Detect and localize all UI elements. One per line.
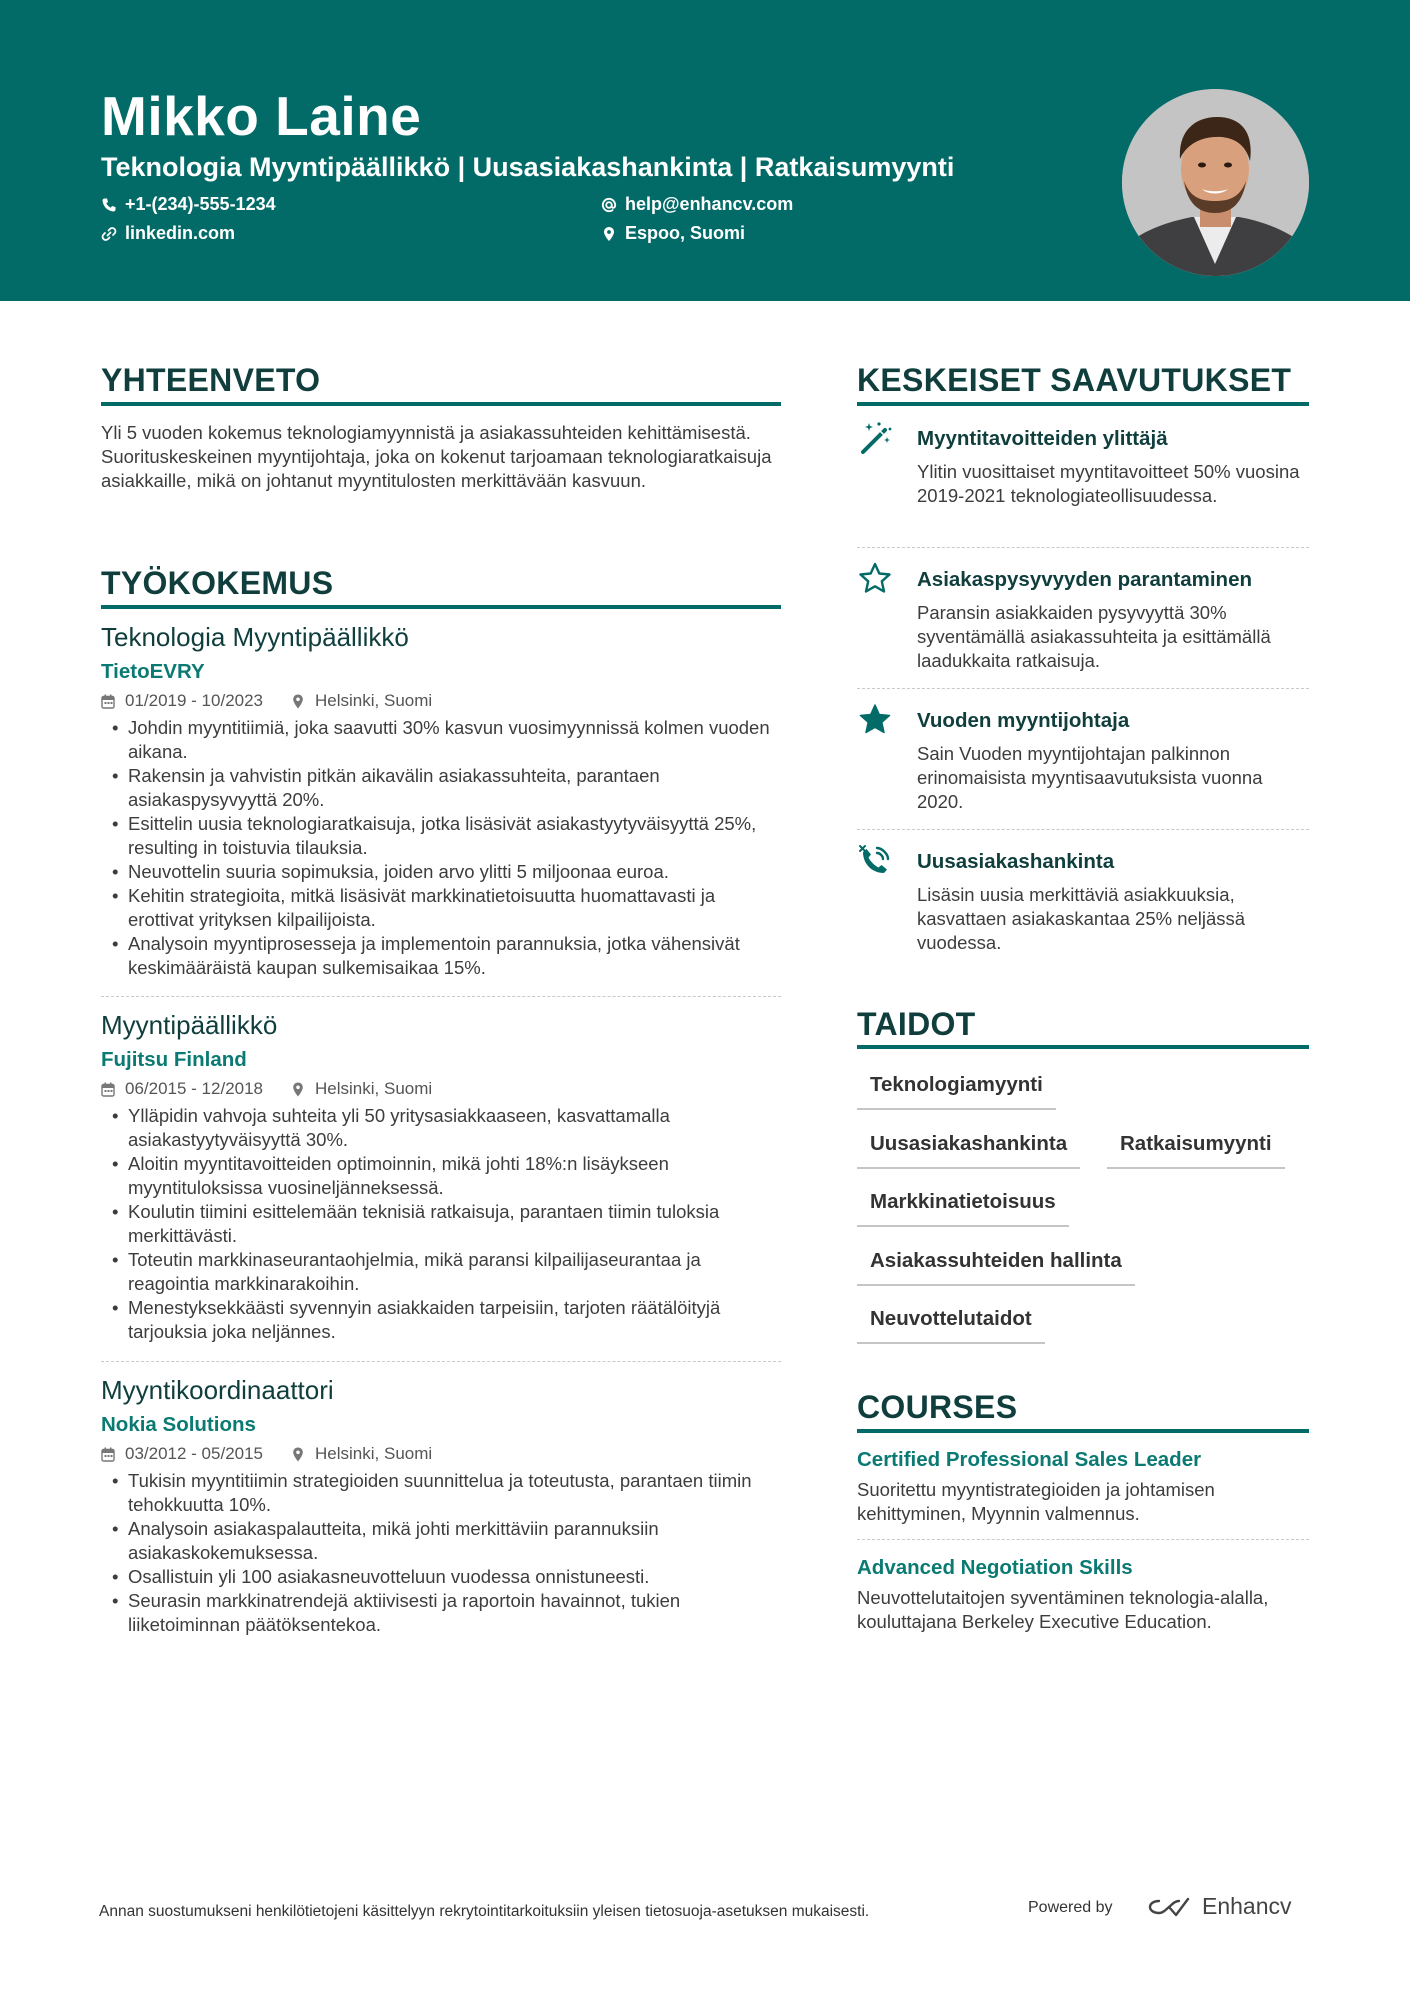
job-dates-text: 01/2019 - 10/2023 [125,691,264,710]
skill-tag: Uusasiakashankinta [857,1131,1080,1169]
achievement-text: Lisäsin uusia merkittäviä asiakkuuksia, kasvattaen asiakaskantaa 25% neljässä vuodessa. [917,884,1246,953]
achievement-title: Uusasiakashankinta [917,850,1115,873]
job-location-text: Helsinki, Suomi [315,691,433,710]
job-bullets [101,1104,781,1344]
enhancv-logo[interactable] [1146,1893,1292,1920]
star-outline-icon [857,561,893,597]
phone-icon [101,197,117,213]
phone-call-icon [857,843,893,879]
job-company: TietoEVRY [101,660,205,683]
job-bullet: • Tukisin myyntitiimin strategioiden suunnittelua ja toteutusta, parantaen tiimin tehokkuutta 10%. [101,1469,781,1517]
job-bullets [101,1469,781,1637]
calendar-icon [101,1082,115,1097]
job-location-text: Helsinki, Suomi [315,1444,433,1463]
achievement-item [857,420,1309,540]
achievement-title: Asiakaspysyvyyden parantaminen [917,568,1252,591]
candidate-name: Mikko Laine [101,85,422,147]
summary-rule [101,402,781,406]
job-title: Teknologia Myyntipäällikkö [101,622,409,652]
location-pin-icon [601,226,617,242]
job-company: Nokia Solutions [101,1413,256,1436]
achievement-item [857,843,1309,963]
job-bullet: • Johdin myyntitiimiä, joka saavutti 30% kasvun vuosimyynnissä kolmen vuoden aikana. [101,716,781,764]
job-bullet: • Menestyksekkäästi syvennyin asiakkaiden tarpeisiin, tarjoten räätälöityjä tarjouksia joka neljännes. [101,1296,781,1344]
course-divider [857,1539,1309,1540]
achievement-divider [857,829,1309,830]
job-divider [101,996,781,997]
linkedin-text: linkedin.com [125,223,236,243]
job-bullet: • Osallistuin yli 100 asiakasneuvotteluun vuodessa onnistuneesti. [101,1565,781,1589]
contact-email[interactable] [601,194,793,215]
job-dates [101,690,263,712]
contact-location [601,223,745,244]
achievement-divider [857,688,1309,689]
calendar-icon [101,694,115,709]
job-title: Myyntikoordinaattori [101,1375,334,1405]
summary-heading: YHTEENVETO [101,362,321,398]
job-title: Myyntipäällikkö [101,1010,278,1040]
skill-tag: Teknologiamyynti [857,1072,1056,1110]
achievement-text: Ylitin vuosittaiset myyntitavoitteet 50% vuosina 2019-2021 teknologiateollisuudessa. [917,461,1300,506]
job-company: Fujitsu Finland [101,1048,247,1071]
job-bullet: • Ylläpidin vahvoja suhteita yli 50 yritysasiakkaaseen, kasvattamalla asiakastyytyväisyyttä 30%. [101,1104,781,1152]
header-banner [0,0,1410,301]
email-text: help@enhancv.com [625,194,794,214]
job-entry [101,1008,781,1344]
achievement-title: Vuoden myyntijohtaja [917,709,1130,732]
job-entry [101,620,781,980]
skill-tag: Ratkaisumyynti [1107,1131,1285,1169]
job-location [291,690,432,712]
course-text: Neuvottelutaitojen syventäminen teknologia-alalla, kouluttajana Berkeley Executive Education. [857,1587,1269,1632]
achievement-item [857,702,1309,822]
enhancv-brand-text: Enhancv [1202,1893,1292,1919]
job-bullet: • Rakensin ja vahvistin pitkän aikavälin asiakassuhteita, parantaen asiakaspysyvyyttä 20%. [101,764,781,812]
link-icon [101,226,117,242]
achievement-text: Paransin asiakkaiden pysyvyyttä 30% syventämällä asiakassuhteita ja esittämällä laadukkaita ratkaisuja. [917,602,1271,671]
job-bullet: • Seurasin markkinatrendejä aktiivisesti ja raportoin havainnot, tukien liiketoiminnan päätöksentekoa. [101,1589,781,1637]
experience-heading: TYÖKOKEMUS [101,565,334,601]
job-meta [101,1078,781,1100]
job-bullet: • Analysoin asiakaspalautteita, mikä johti merkittäviin parannuksiin asiakaskokemuksessa. [101,1517,781,1565]
achievements-rule [857,402,1309,406]
job-dates-text: 03/2012 - 05/2015 [125,1444,264,1463]
course-text: Suoritettu myyntistrategioiden ja johtamisen kehittyminen, Myynnin valmennus. [857,1479,1215,1524]
job-entry [101,1373,781,1637]
job-location-text: Helsinki, Suomi [315,1079,433,1098]
skill-tag: Neuvottelutaidot [857,1306,1045,1344]
course-title: Certified Professional Sales Leader [857,1448,1202,1471]
job-location [291,1443,432,1465]
skills-rule [857,1045,1309,1049]
contact-linkedin[interactable] [101,223,235,244]
achievement-title: Myyntitavoitteiden ylittäjä [917,427,1168,450]
skill-tag: Asiakassuhteiden hallinta [857,1248,1135,1286]
job-bullet: • Koulutin tiimini esittelemään teknisiä ratkaisuja, parantaen tiimin tuloksia merkittävästi. [101,1200,781,1248]
gdpr-consent-note: Annan suostumukseni henkilötietojeni käsittelyyn rekrytointitarkoituksiin yleisen tietosuoja-asetuksen mukaisesti. [99,1903,870,1920]
contact-phone[interactable] [101,194,276,215]
candidate-title: Teknologia Myyntipäällikkö | Uusasiakashankinta | Ratkaisumyynti [101,152,955,182]
achievement-divider [857,547,1309,548]
experience-rule [101,605,781,609]
job-bullet: • Esittelin uusia teknologiaratkaisuja, jotka lisäsivät asiakastyytyväisyyttä 25%, resulting in toistuvia tilauksia. [101,812,781,860]
job-bullet: • Analysoin myyntiprosesseja ja implementoin parannuksia, jotka vähensivät keskimääräistä kaupan sulkemisaikaa 15%. [101,932,781,980]
achievements-heading: KESKEISET SAAVUTUKSET [857,362,1292,398]
phone-text: +1-(234)-555-1234 [125,194,276,214]
location-pin-icon [291,1447,305,1462]
location-pin-icon [291,694,305,709]
job-divider [101,1361,781,1362]
job-location [291,1078,432,1100]
star-filled-icon [857,702,893,738]
job-dates [101,1443,263,1465]
job-bullet: • Aloitin myyntitavoitteiden optimoinnin, mikä johti 18%:n lisäykseen myyntituloksissa vuosineljänneksessä. [101,1152,781,1200]
profile-photo [1122,89,1309,276]
calendar-icon [101,1447,115,1462]
job-bullet: • Toteutin markkinaseurantaohjelmia, mikä paransi kilpailijaseurantaa ja reagointia markkinarakoihin. [101,1248,781,1296]
skill-tag: Markkinatietoisuus [857,1189,1069,1227]
courses-rule [857,1429,1309,1433]
location-pin-icon [291,1082,305,1097]
job-dates [101,1078,263,1100]
job-meta [101,1443,781,1465]
at-icon [601,197,617,213]
summary-text: Yli 5 vuoden kokemus teknologiamyynnistä ja asiakassuhteiden kehittämisestä. Suorituskeskeinen myyntijohtaja, joka on kokenut tarjoamaan teknologiaratkaisuja asiakkaille, mikä on johtanut myyntitulosten merkittävään kasvuun. [101,422,772,491]
enhancv-logo-icon [1146,1895,1192,1919]
job-meta [101,690,781,712]
achievement-item [857,561,1309,681]
location-text: Espoo, Suomi [625,223,746,243]
job-bullet: • Neuvottelin suuria sopimuksia, joiden arvo ylitti 5 miljoonaa euroa. [101,860,781,884]
powered-by-label: Powered by [1028,1899,1113,1916]
job-dates-text: 06/2015 - 12/2018 [125,1079,264,1098]
skills-heading: TAIDOT [857,1006,976,1042]
course-title: Advanced Negotiation Skills [857,1556,1133,1579]
job-bullets [101,716,781,980]
achievement-text: Sain Vuoden myyntijohtajan palkinnon erinomaisista myyntisaavutuksista vuonna 2020. [917,743,1263,812]
job-bullet: • Kehitin strategioita, mitkä lisäsivät markkinatietoisuutta huomattavasti ja erottivat yrityksen kilpailijoista. [101,884,781,932]
magic-wand-icon [857,420,893,456]
courses-heading: COURSES [857,1389,1018,1425]
